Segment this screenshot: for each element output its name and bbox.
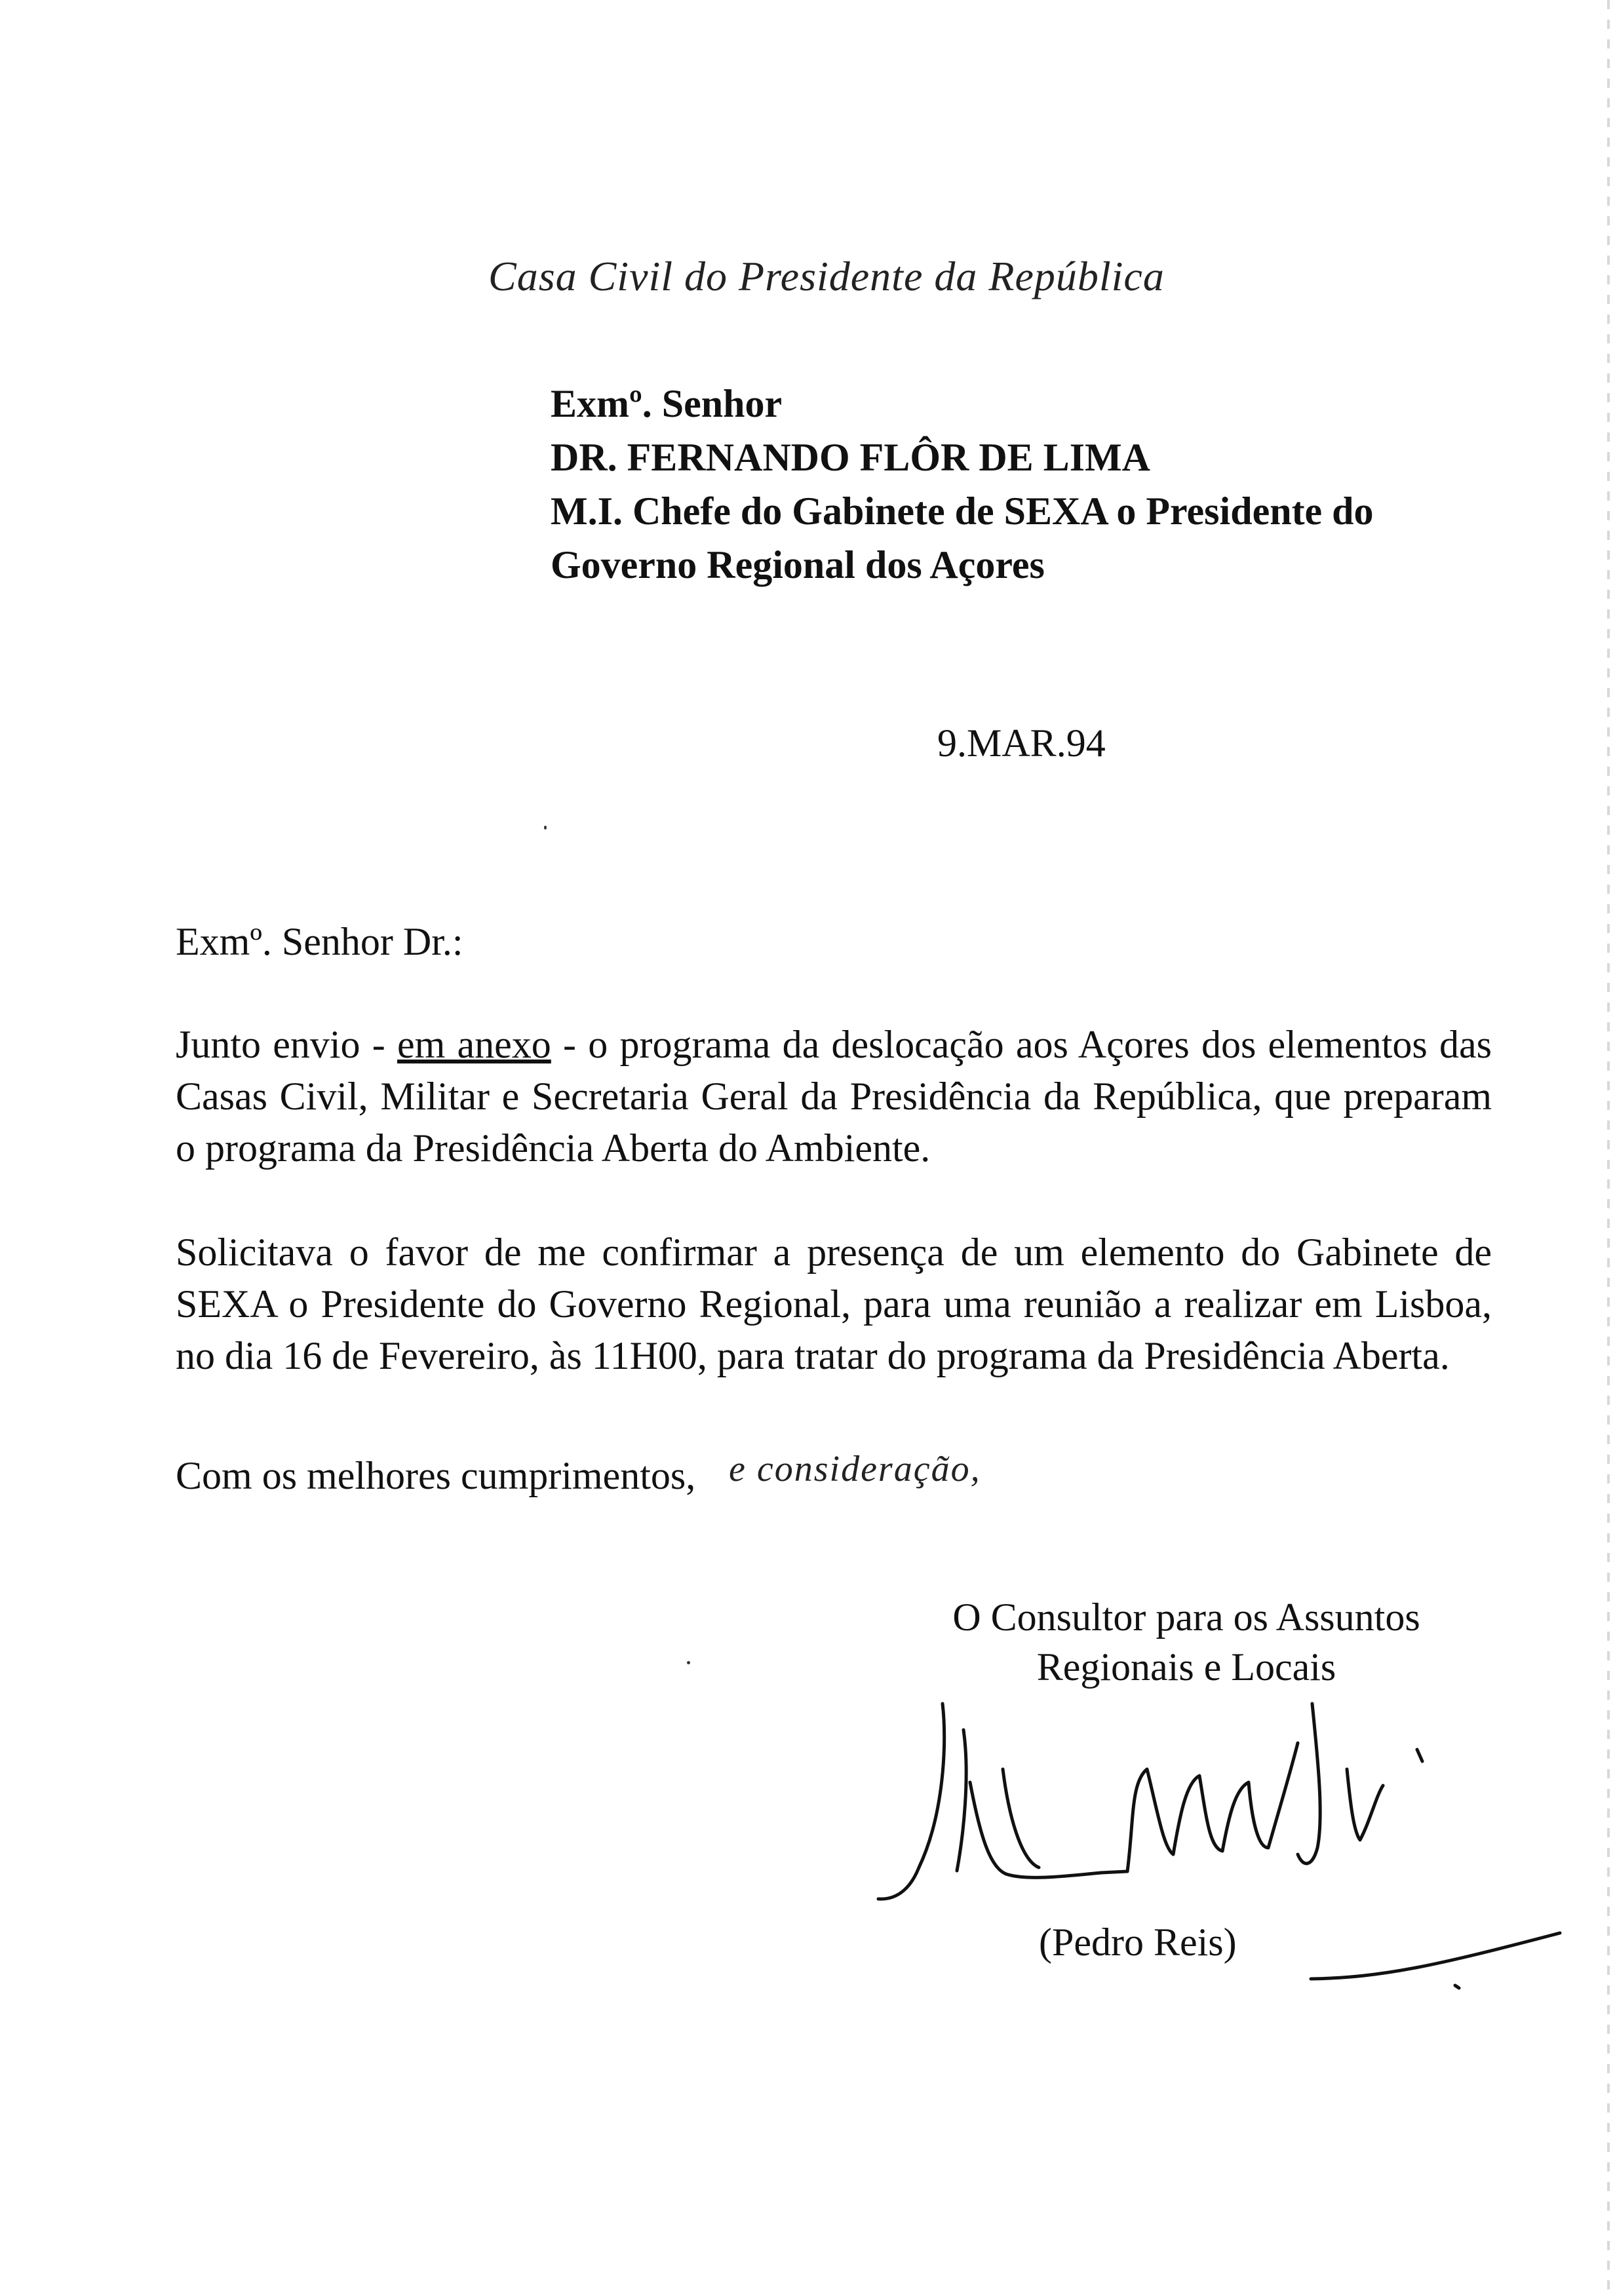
signatory-name: (Pedro Reis) [1039, 1921, 1237, 1964]
addressee-line: M.I. Chefe do Gabinete de SEXA o Presidente do [551, 489, 1374, 533]
body-paragraph-1: Junto envio - em anexo - o programa da deslocação aos Açores dos elementos das Casas Civil, Militar e Secretaria Geral da Presidência da República, que preparam o programa da Presidência Aberta do Ambiente. [176, 1023, 1492, 1170]
addressee-line: Exmº. Senhor [551, 382, 783, 425]
handwritten-signature [865, 1691, 1494, 1913]
scan-speck [687, 1661, 690, 1664]
signoff-title: Regionais e Locais [1036, 1645, 1336, 1689]
scan-speck [544, 826, 547, 830]
pen-stroke [1304, 1920, 1566, 1999]
addressee-line: DR. FERNANDO FLÔR DE LIMA [551, 436, 1150, 479]
underlined-text: em anexo [397, 1023, 551, 1066]
letter-body [176, 916, 1492, 1434]
addressee-block [551, 377, 1566, 592]
signoff-title: O Consultor para os Assuntos [952, 1596, 1420, 1639]
letter-date: 9.MAR.94 [937, 721, 1106, 765]
body-paragraph-2: Solicitava o favor de me confirmar a presença de um elemento do Gabinete de SEXA o Presidente do Governo Regional, para uma reunião a realizar em Lisboa, no dia 16 de Fevereiro, às 11H00, para tratar do programa da Presidência Aberta. [176, 1231, 1492, 1377]
salutation: Exmº. Senhor Dr.: [176, 920, 463, 963]
scan-edge [1607, 0, 1610, 2296]
closing-line: Com os melhores cumprimentos, [176, 1454, 696, 1497]
letterhead: Casa Civil do Presidente da República [488, 253, 1165, 299]
handwritten-annotation: e consideração, [729, 1449, 981, 1489]
addressee-line: Governo Regional dos Açores [551, 543, 1045, 586]
signoff-block [891, 1592, 1481, 1692]
